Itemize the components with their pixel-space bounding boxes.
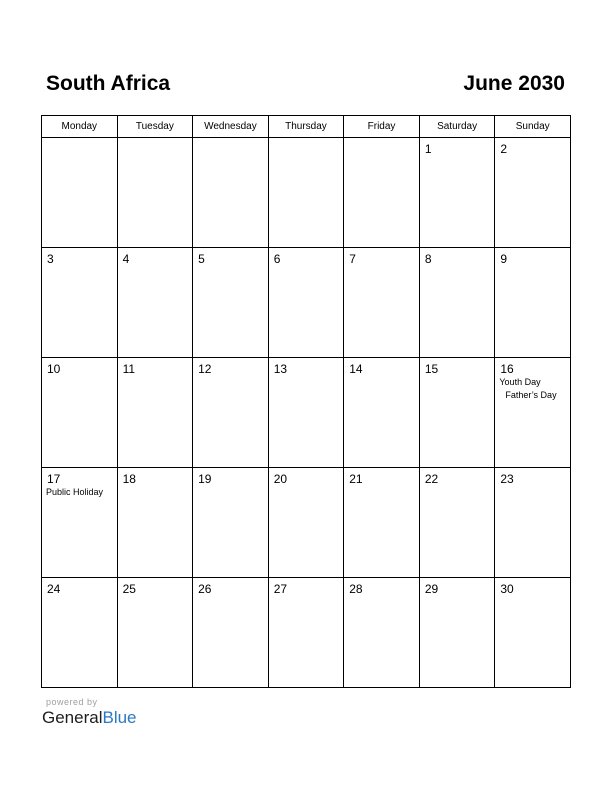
day-cell — [268, 138, 344, 248]
day-cell — [117, 578, 193, 688]
day-number: 5 — [198, 252, 205, 266]
day-cell — [419, 248, 495, 358]
day-number: 7 — [349, 252, 356, 266]
day-number: 15 — [424, 362, 439, 376]
week-row — [42, 578, 571, 688]
day-cell — [42, 138, 118, 248]
day-cell — [117, 358, 193, 468]
day-cell — [495, 358, 571, 468]
day-cell — [268, 468, 344, 578]
weekday-friday: Friday — [344, 116, 420, 138]
day-number: 23 — [500, 472, 514, 486]
weekday-sunday: Sunday — [495, 116, 571, 138]
day-number: 6 — [273, 252, 281, 266]
month-title: June 2030 — [463, 72, 565, 95]
day-cell — [419, 468, 495, 578]
day-cell — [42, 248, 118, 358]
day-number: 20 — [273, 472, 288, 486]
day-cell — [495, 248, 571, 358]
day-events — [46, 486, 115, 499]
week-row — [42, 468, 571, 578]
calendar-grid — [41, 115, 571, 688]
holiday-label: Youth Day — [499, 377, 541, 387]
day-cell — [495, 468, 571, 578]
day-cell — [419, 358, 495, 468]
day-number: 11 — [122, 362, 136, 376]
day-cell — [268, 358, 344, 468]
week-row — [42, 138, 571, 248]
day-number: 22 — [424, 472, 439, 486]
day-number: 24 — [47, 582, 61, 596]
country-title: South Africa — [46, 72, 171, 95]
day-number: 18 — [122, 472, 136, 486]
day-cell — [42, 578, 118, 688]
day-number: 12 — [198, 362, 212, 376]
day-cell — [268, 578, 344, 688]
day-number: 2 — [500, 142, 508, 156]
weekday-monday: Monday — [42, 116, 118, 138]
day-number: 21 — [349, 472, 363, 486]
day-number: 8 — [424, 252, 432, 266]
holiday-label: Public Holiday — [46, 487, 104, 497]
day-number: 10 — [47, 362, 61, 376]
day-cell — [268, 248, 344, 358]
day-events — [499, 376, 568, 402]
day-cell — [42, 358, 118, 468]
weekday-wednesday: Wednesday — [193, 116, 269, 138]
week-row — [42, 358, 571, 468]
day-number: 27 — [273, 582, 288, 596]
day-cell — [193, 358, 269, 468]
day-cell — [344, 358, 420, 468]
day-cell — [193, 138, 269, 248]
day-cell — [117, 248, 193, 358]
day-number: 1 — [424, 142, 432, 156]
day-cell — [117, 468, 193, 578]
day-cell — [495, 138, 571, 248]
day-cell — [419, 578, 495, 688]
day-number: 13 — [273, 362, 288, 376]
day-number: 19 — [198, 472, 212, 486]
weekday-header-row — [42, 116, 571, 138]
day-cell — [419, 138, 495, 248]
day-number: 28 — [349, 582, 363, 596]
day-number: 4 — [122, 252, 130, 266]
day-cell — [42, 468, 118, 578]
day-cell — [344, 248, 420, 358]
day-number: 25 — [122, 582, 136, 596]
day-number: 14 — [349, 362, 363, 376]
day-number: 26 — [198, 582, 212, 596]
week-row — [42, 248, 571, 358]
powered-by-text: powered by — [46, 697, 98, 707]
day-cell — [193, 248, 269, 358]
day-cell — [495, 578, 571, 688]
day-cell — [344, 578, 420, 688]
weekday-tuesday: Tuesday — [117, 116, 193, 138]
day-cell — [193, 578, 269, 688]
logo-text-blue: Blue — [102, 708, 137, 727]
generalblue-logo — [42, 708, 137, 727]
day-number: 29 — [424, 582, 439, 596]
footer-brand — [42, 697, 137, 727]
day-cell — [117, 138, 193, 248]
day-cell — [344, 468, 420, 578]
day-cell — [344, 138, 420, 248]
day-number: 30 — [500, 582, 514, 596]
day-number: 9 — [500, 252, 508, 266]
day-number: 16 — [500, 362, 514, 376]
weekday-saturday: Saturday — [419, 116, 495, 138]
holiday-label: Father’s Day — [505, 390, 557, 400]
day-cell — [193, 468, 269, 578]
weekday-thursday: Thursday — [268, 116, 344, 138]
day-number: 17 — [47, 472, 61, 486]
logo-text-general: General — [42, 708, 103, 727]
day-number: 3 — [47, 252, 54, 266]
